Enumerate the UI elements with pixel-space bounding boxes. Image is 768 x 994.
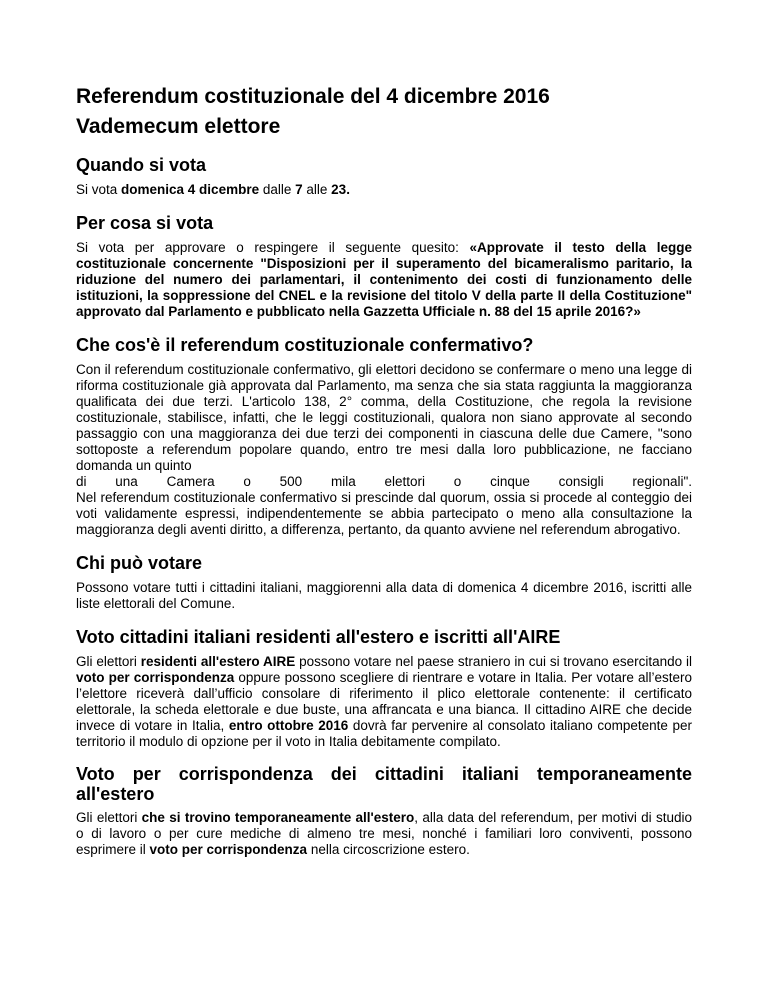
che-cos-part-1: Con il referendum costituzionale confermativo, gli elettori decidono se confermare o meno una legge di riforma costituzionale già approvata dal Parlamento, ma senza che sia stata raggiunta la maggioranza qualificata dei due terzi. L'articolo 138, 2° comma, della Costituzione, che regola la revisione costituzionale, stabilisce, infatti, che le leggi costituzionali, qualora non siano approvate al secondo passaggio con una maggioranza dei due terzi dei componenti in ciascuna delle due Camere, "sono sottoposte a referendum popolare quando, entro tre mesi dalla loro pubblicazione, ne facciano domanda un quinto (76, 362, 692, 473)
section-text-temporanei: Gli elettori che si trovino temporaneamente all'estero, alla data del referendum, per motivi di studio o di lavoro o per cure mediche di almeno tre mesi, nonché i familiari loro conviventi, possono esprimere il voto per corrispondenza nella circoscrizione estero. (76, 810, 692, 857)
che-cos-part-2: di una Camera o 500 mila elettori o cinque consigli regionali". (76, 474, 692, 489)
section-text-aire: Gli elettori residenti all'estero AIRE possono votare nel paese straniero in cui si trovano esercitando il voto per corrispondenza oppure possono scegliere di rientrare e votare in Italia. Per votare all’estero l’elettore riceverà dall’ufficio consolare di riferimento il plico elettorale contenente: il certificato elettorale, la scheda elettorale e due buste, una affrancata e una bianca. Il cittadino AIRE che decide invece di votare in Italia, entro ottobre 2016 dovrà far pervenire al consolato italiano competente per territorio il modulo di opzione per il voto in Italia debitamente compilato. (76, 654, 692, 749)
section-text-chi-puo: Possono votare tutti i cittadini italiani, maggiorenni alla data di domenica 4 dicembre 2016, iscritti alle liste elettorali del Comune. (76, 580, 692, 611)
section-text-per-cosa: Si vota per approvare o respingere il seguente quesito: «Approvate il testo della legge costituzionale concernente "Disposizioni per il superamento del bicameralismo paritario, la riduzione del numero dei parlamentari, il contenimento dei costi di funzionamento delle istituzioni, la soppressione del CNEL e la revisione del titolo V della parte II della Costituzione" approvato dal Parlamento e pubblicato nella Gazzetta Ufficiale n. 88 del 15 aprile 2016?» (76, 240, 692, 319)
title-line-1: Referendum costituzionale del 4 dicembre 2016 (76, 85, 550, 108)
section-heading-che-cos: Che cos'è il referendum costituzionale confermativo? (76, 335, 534, 355)
page-title (76, 82, 692, 142)
section-heading-chi-puo: Chi può votare (76, 553, 203, 573)
section-text-che-cos (76, 362, 692, 538)
section-heading-temporanei: Voto per corrispondenza dei cittadini italiani temporaneamente all'estero (76, 764, 692, 804)
section-heading-quando: Quando si vota (76, 155, 207, 175)
document-body (76, 82, 692, 872)
section-text-quando: Si vota domenica 4 dicembre dalle 7 alle 23. (76, 182, 350, 197)
title-line-2: Vademecum elettore (76, 115, 281, 138)
section-heading-aire: Voto cittadini italiani residenti all'estero e iscritti all'AIRE (76, 627, 561, 647)
section-heading-per-cosa: Per cosa si vota (76, 213, 214, 233)
che-cos-part-3: Nel referendum costituzionale confermativo si prescinde dal quorum, ossia si procede al conteggio dei voti validamente espressi, indipendentemente se abbia partecipato o meno alla consultazione la maggioranza degli aventi diritto, a differenza, pertanto, da quanto avviene nel referendum abrogativo. (76, 490, 692, 537)
